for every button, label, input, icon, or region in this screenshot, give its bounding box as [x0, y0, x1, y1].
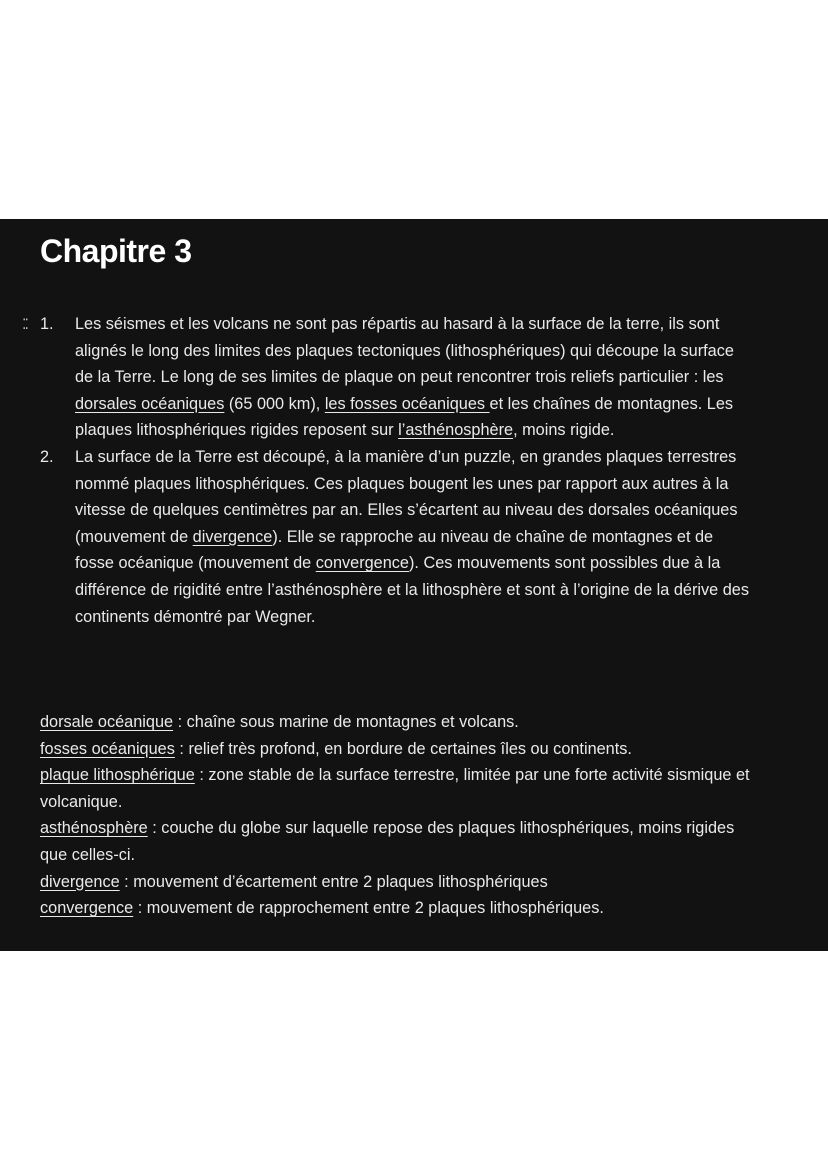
paragraph-text: et les chaînes de montagnes. Les plaques lithosphériques rigides reposent sur [75, 394, 734, 440]
glossary-entry [40, 736, 760, 763]
glossary-entry [40, 709, 760, 736]
list-item [40, 444, 750, 630]
glossary-definition: : chaîne sous marine de montagnes et volcans. [173, 713, 519, 731]
glossary-definition: : zone stable de la surface terrestre, limitée par une forte activité sismique et volcanique. [40, 766, 750, 811]
drag-handle-icon[interactable]: ⁚⁚ [22, 316, 27, 332]
glossary-entry [40, 815, 760, 868]
glossary-entry [40, 895, 760, 922]
glossary [40, 709, 760, 922]
list-number: 2. [40, 447, 54, 466]
paragraph-text: Les séismes et les volcans ne sont pas répartis au hasard à la surface de la terre, ils sont alignés le long des limites des plaques tectoniques (lithosphériques) qui découpe la surface de la Terre. Le long de ses limites de plaque on peut rencontrer trois reliefs particulier : les [75, 315, 734, 387]
glossary-term[interactable]: fosses océaniques [40, 739, 175, 758]
glossary-definition: : couche du globe sur laquelle repose des plaques lithosphériques, moins rigides que celles-ci. [40, 819, 735, 864]
link-fosses-oceaniques[interactable]: les fosses océaniques [324, 394, 490, 413]
paragraph-text: ). Elle se rapproche au niveau de chaîne de montagnes et de fosse océanique (mouvement de [75, 527, 714, 573]
glossary-definition: : relief très profond, en bordure de certaines îles ou continents. [174, 739, 632, 758]
list-number: 1. [40, 315, 54, 333]
glossary-term[interactable]: asthénosphère [40, 819, 148, 838]
glossary-definition: : mouvement d’écartement entre 2 plaques lithosphériques [119, 872, 548, 891]
glossary-entry [40, 762, 760, 815]
glossary-entry [40, 869, 760, 896]
link-convergence[interactable]: convergence [315, 554, 409, 573]
glossary-term[interactable]: divergence [40, 872, 120, 891]
glossary-definition: : mouvement de rapprochement entre 2 plaques lithosphériques. [133, 899, 604, 918]
link-dorsales-oceaniques[interactable]: dorsales océaniques [75, 394, 225, 413]
numbered-list [40, 311, 750, 630]
glossary-term[interactable]: convergence [40, 899, 134, 918]
paragraph-text: ). Ces mouvements sont possibles due à la différence de rigidité entre l’asthénosphère et la lithosphère et sont à l’origine de la dérive des continents démontré par Wegner. [75, 554, 749, 626]
paragraph-text: (65 000 km), [224, 394, 325, 413]
note-panel [0, 219, 828, 951]
link-asthenosphere[interactable]: l’asthénosphère [398, 421, 514, 440]
list-item [40, 311, 750, 444]
link-divergence[interactable]: divergence [192, 527, 273, 546]
paragraph-text: La surface de la Terre est découpé, à la manière d’un puzzle, en grandes plaques terrestres nommé plaques lithosphériques. Ces plaques bougent les unes par rapport aux autres à la vitesse de quelques centimètres par an. Elles s’écartent au niveau des dorsales océaniques (mouvement de [75, 447, 738, 546]
paragraph-text: , moins rigide. [513, 421, 615, 440]
glossary-term[interactable]: plaque lithosphérique [40, 766, 195, 785]
glossary-term[interactable]: dorsale océanique [40, 713, 174, 731]
page-title: Chapitre 3 [40, 233, 192, 269]
